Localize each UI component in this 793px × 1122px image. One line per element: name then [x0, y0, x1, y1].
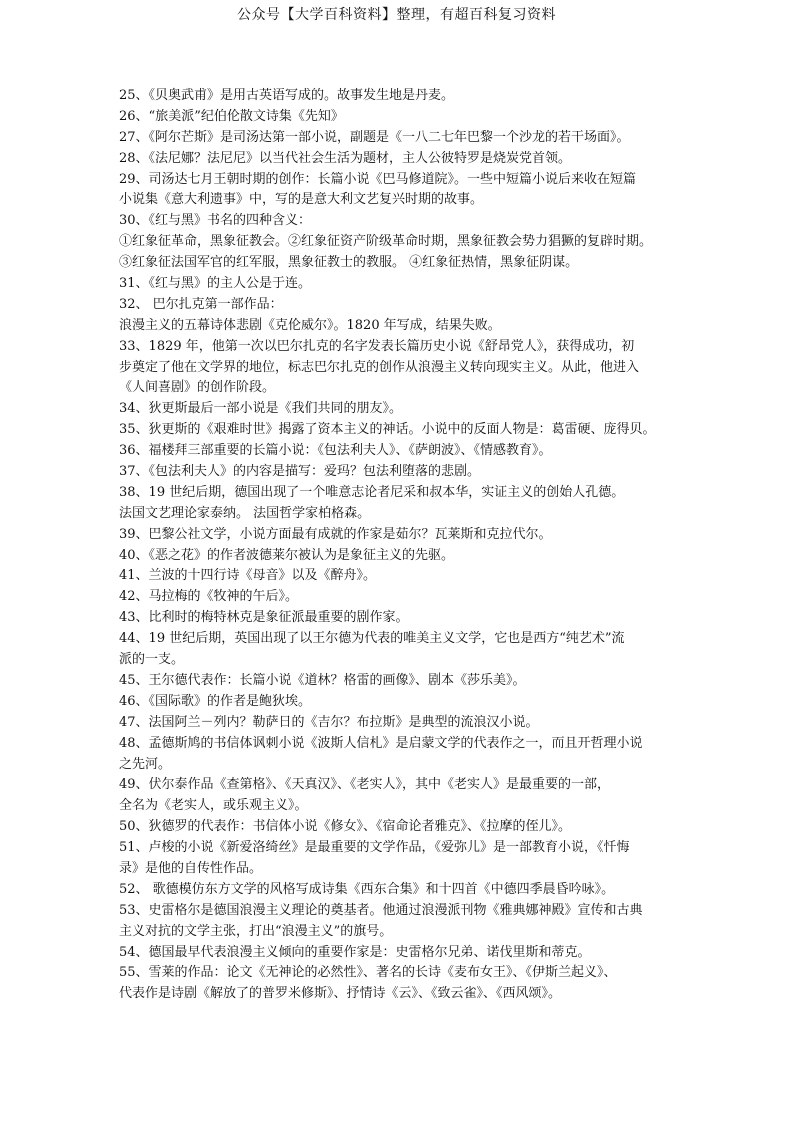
text-line: 39、巴黎公社文学，小说方面最有成就的作家是茹尔？瓦莱斯和克拉代尔。	[119, 526, 552, 542]
text-line: 全名为《老实人，或乐观主义》。	[119, 798, 308, 814]
text-line: 48、孟德斯鸠的书信体讽刺小说《波斯人信札》是启蒙文学的代表作之一，而且开哲理小说	[119, 735, 643, 751]
text-line: 31、《红与黑》的主人公是于连。	[119, 276, 312, 292]
text-line: 30、《红与黑》书名的四种含义：	[119, 213, 312, 229]
text-line: 55、雪莱的作品：论文《无神论的必然性》、著名的长诗《麦布女王》、《伊斯兰起义》、	[119, 965, 617, 981]
document-body	[119, 86, 681, 1005]
text-line: 派的一支。	[119, 652, 185, 668]
text-line: 41、兰波的十四行诗《母音》以及《醉舟》。	[119, 568, 377, 584]
text-line: 25、《贝奥武甫》是用古英语写成的。故事发生地是丹麦。	[119, 88, 455, 103]
text-line: 34、狄更斯最后一部小说是《我们共同的朋友》。	[119, 401, 403, 417]
text-line: 42、马拉梅的《牧神的午后》。	[119, 589, 299, 605]
text-line: 45、王尔德代表作：长篇小说《道林？格雷的画像》、剧本《莎乐美》。	[119, 672, 526, 688]
text-line: 52、 歌德模仿东方文学的风格写成诗集《西东合集》和十四首《中德四季晨昏吟咏》。	[119, 881, 615, 897]
text-line: 35、狄更斯的《艰难时世》揭露了资本主义的神话。小说中的反面人物是：葛雷硬、庞得贝。	[119, 422, 656, 438]
text-line: 50、狄德罗的代表作：书信体小说《修女》、《宿命论者雅克》、《拉摩的侄儿》。	[119, 819, 572, 835]
text-line: 主义对抗的文学主张，打出“浪漫主义”的旗号。	[119, 923, 393, 939]
text-line: 小说集《意大利遗事》中，写的是意大利文艺复兴时期的故事。	[119, 192, 484, 208]
text-line: 步奠定了他在文学界的地位，标志巴尔扎克的创作从浪漫主义转向现实主义。从此，他进入	[119, 359, 640, 375]
page-header: 公众号【大学百科资料】整理，有超百科复习资料	[237, 7, 556, 23]
text-line: 51、卢梭的小说《新爱洛绮丝》是最重要的文学作品，《爱弥儿》是一部教育小说，《忏悔	[119, 840, 630, 856]
text-line: 29、司汤达七月王朝时期的创作：长篇小说《巴马修道院》。一些中短篇小说后来收在短篇	[119, 171, 637, 187]
text-line: ③红象征法国军官的红军服，黑象征教士的教服。 ④红象征热情，黑象征阴谋。	[119, 255, 579, 271]
text-line: 28、《法尼娜？法尼尼》以当代社会生活为题材，主人公彼特罗是烧炭党首领。	[119, 150, 572, 166]
text-line: 代表作是诗剧《解放了的普罗米修斯》、抒情诗《云》、《致云雀》、《西风颂》。	[119, 986, 562, 1002]
text-line: 33、1829 年，他第一次以巴尔扎克的名字发表长篇历史小说《舒昂党人》，获得成功，初	[119, 338, 635, 354]
text-line: 27、《阿尔芒斯》是司汤达第一部小说，副题是《一八二七年巴黎一个沙龙的若干场面》。	[119, 129, 630, 145]
text-line: 32、 巴尔扎克第一部作品：	[119, 296, 283, 312]
text-line: 录》是他的自传性作品。	[119, 860, 263, 876]
text-line: ①红象征革命，黑象征教会。②红象征资产阶级革命时期，黑象征教会势力猖獗的复辟时期。	[119, 234, 653, 250]
text-line: 26、“旅美派”纪伯伦散文诗集《先知》	[119, 108, 344, 124]
text-line: 浪漫主义的五幕诗体悲剧《克伦威尔》。1820 年写成，结果失败。	[119, 317, 501, 333]
text-line: 法国文艺理论家泰纳。 法国哲学家柏格森。	[119, 505, 371, 521]
text-line: 36、福楼拜三部重要的长篇小说：《包法利夫人》、《萨朗波》、《情感教育》。	[119, 443, 552, 459]
text-line: 49、伏尔泰作品《查第格》、《天真汉》、《老实人》，其中《老实人》是最重要的一部，	[119, 777, 611, 793]
text-line: 46、《国际歌》的作者是鲍狄埃。	[119, 693, 312, 709]
text-line: 38、19 世纪后期，德国出现了一个唯意志论者尼采和叔本华，实证主义的创始人孔德。	[119, 484, 625, 500]
text-line: 之先河。	[119, 756, 172, 772]
text-line: 54、德国最早代表浪漫主义倾向的重要作家是：史雷格尔兄弟、诺伐里斯和蒂克。	[119, 944, 591, 960]
text-line: 37、《包法利夫人》的内容是描写：爱玛？包法利堕落的悲剧。	[119, 464, 481, 480]
text-line: 《人间喜剧》的创作阶段。	[119, 380, 276, 396]
text-line: 43、比利时的梅特林克是象征派最重要的剧作家。	[119, 610, 409, 626]
text-line: 44、19 世纪后期，英国出现了以王尔德为代表的唯美主义文学，它也是西方“纯艺术”流	[119, 631, 625, 647]
text-line: 47、法国阿兰－列内？勒萨日的《吉尔？布拉斯》是典型的流浪汉小说。	[119, 714, 539, 730]
text-line: 53、史雷格尔是德国浪漫主义理论的奠基者。他通过浪漫派刊物《雅典娜神殿》宣传和古典	[119, 902, 643, 918]
text-line: 40、《恶之花》的作者波德莱尔被认为是象征主义的先驱。	[119, 547, 455, 563]
